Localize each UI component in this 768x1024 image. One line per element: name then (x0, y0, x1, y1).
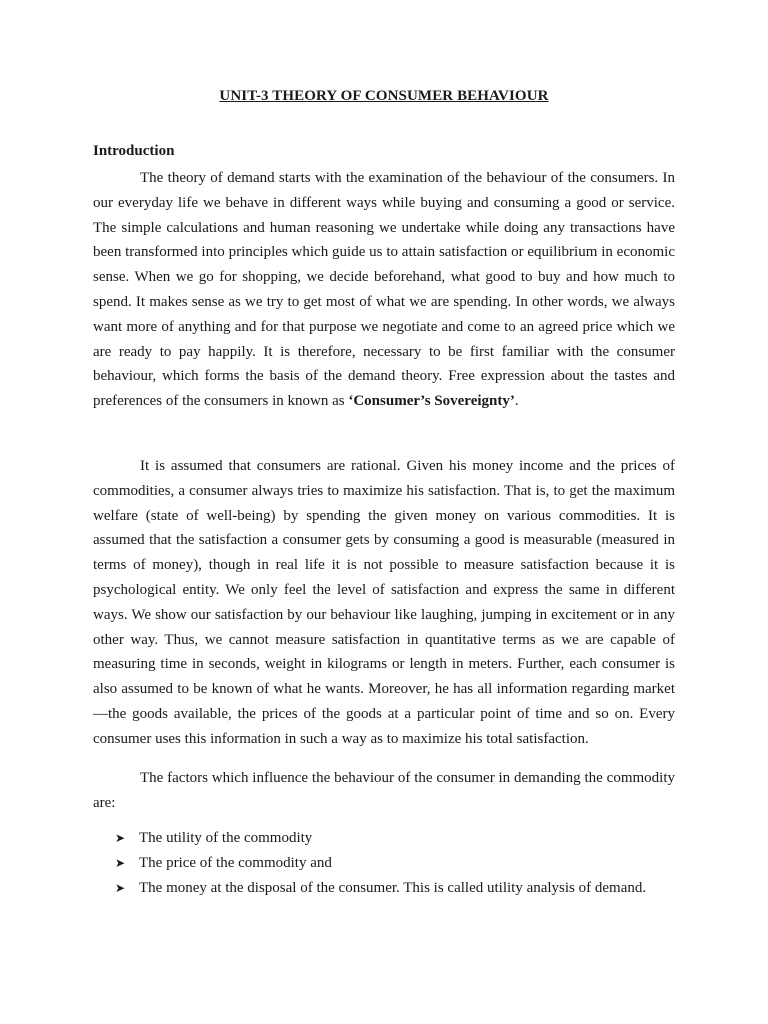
arrow-bullet-icon: ➤ (115, 831, 126, 845)
arrow-bullet-icon: ➤ (115, 856, 126, 870)
paragraph-intro-end: . (514, 393, 519, 410)
list-item (115, 826, 646, 851)
arrow-bullet-icon: ➤ (115, 881, 126, 895)
list-item-text: The price of the commodity and (139, 855, 332, 871)
paragraph-rational-consumer: It is assumed that consumers are rational. Given his money income and the prices of commodities, a consumer always tries to maximize his satisfaction. That is, to get the maximum welfare (state of well-being) by spending the given money on various commodities. It is assumed that the satisfaction a consumer gets by consuming a good is measurable (measured in terms of money), though in real life it is not possible to measure satisfaction because it is psychological entity. We only feel the level of satisfaction and express the same in different ways. We show our satisfaction by our behaviour like laughing, jumping in excitement or in any other way. Thus, we cannot measure satisfaction in quantitative terms as we are capable of measuring time in seconds, weight in kilograms or length in meters. Further, each consumer is also assumed to be known of what he wants. Moreover, he has all information regarding market—the goods available, the prices of the goods at a particular point of time and so on. Every consumer uses this information in such a way as to maximize his total satisfaction. (93, 458, 675, 747)
term-consumers-sovereignty: ‘Consumer’s Sovereignty’ (348, 393, 515, 410)
paragraph-factors: The factors which influence the behaviour of the consumer in demanding the commodity are: (93, 770, 675, 811)
list-item (115, 851, 646, 876)
list-item (115, 876, 646, 901)
section-heading-introduction: Introduction (93, 143, 175, 159)
paragraph-intro-text: The theory of demand starts with the examination of the behaviour of the consumers. In our everyday life we behave in different ways while buying and consuming a good or service. The simple calculations and human reasoning we undertake while doing any transactions have been transformed into principles which guide us to attain satisfaction or equilibrium in economic sense. When we go for shopping, we decide beforehand, what good to buy and how much to spend. It makes sense as we try to get most of what we are spending. In other words, we always want more of anything and for that purpose we negotiate and come to an agreed price which we are ready to pay happily. It is therefore, necessary to be first familiar with the consumer behaviour, which forms the basis of the demand theory. Free expression about the tastes and preferences of the consumers in known as (93, 170, 675, 410)
document-page (93, 0, 675, 1024)
paragraph-intro (93, 166, 675, 414)
list-item-text: The money at the disposal of the consumer. This is called utility analysis of demand. (139, 880, 647, 896)
page-title: UNIT-3 THEORY OF CONSUMER BEHAVIOUR (219, 88, 549, 104)
list-item-text: The utility of the commodity (139, 830, 313, 846)
factors-list (115, 826, 646, 901)
